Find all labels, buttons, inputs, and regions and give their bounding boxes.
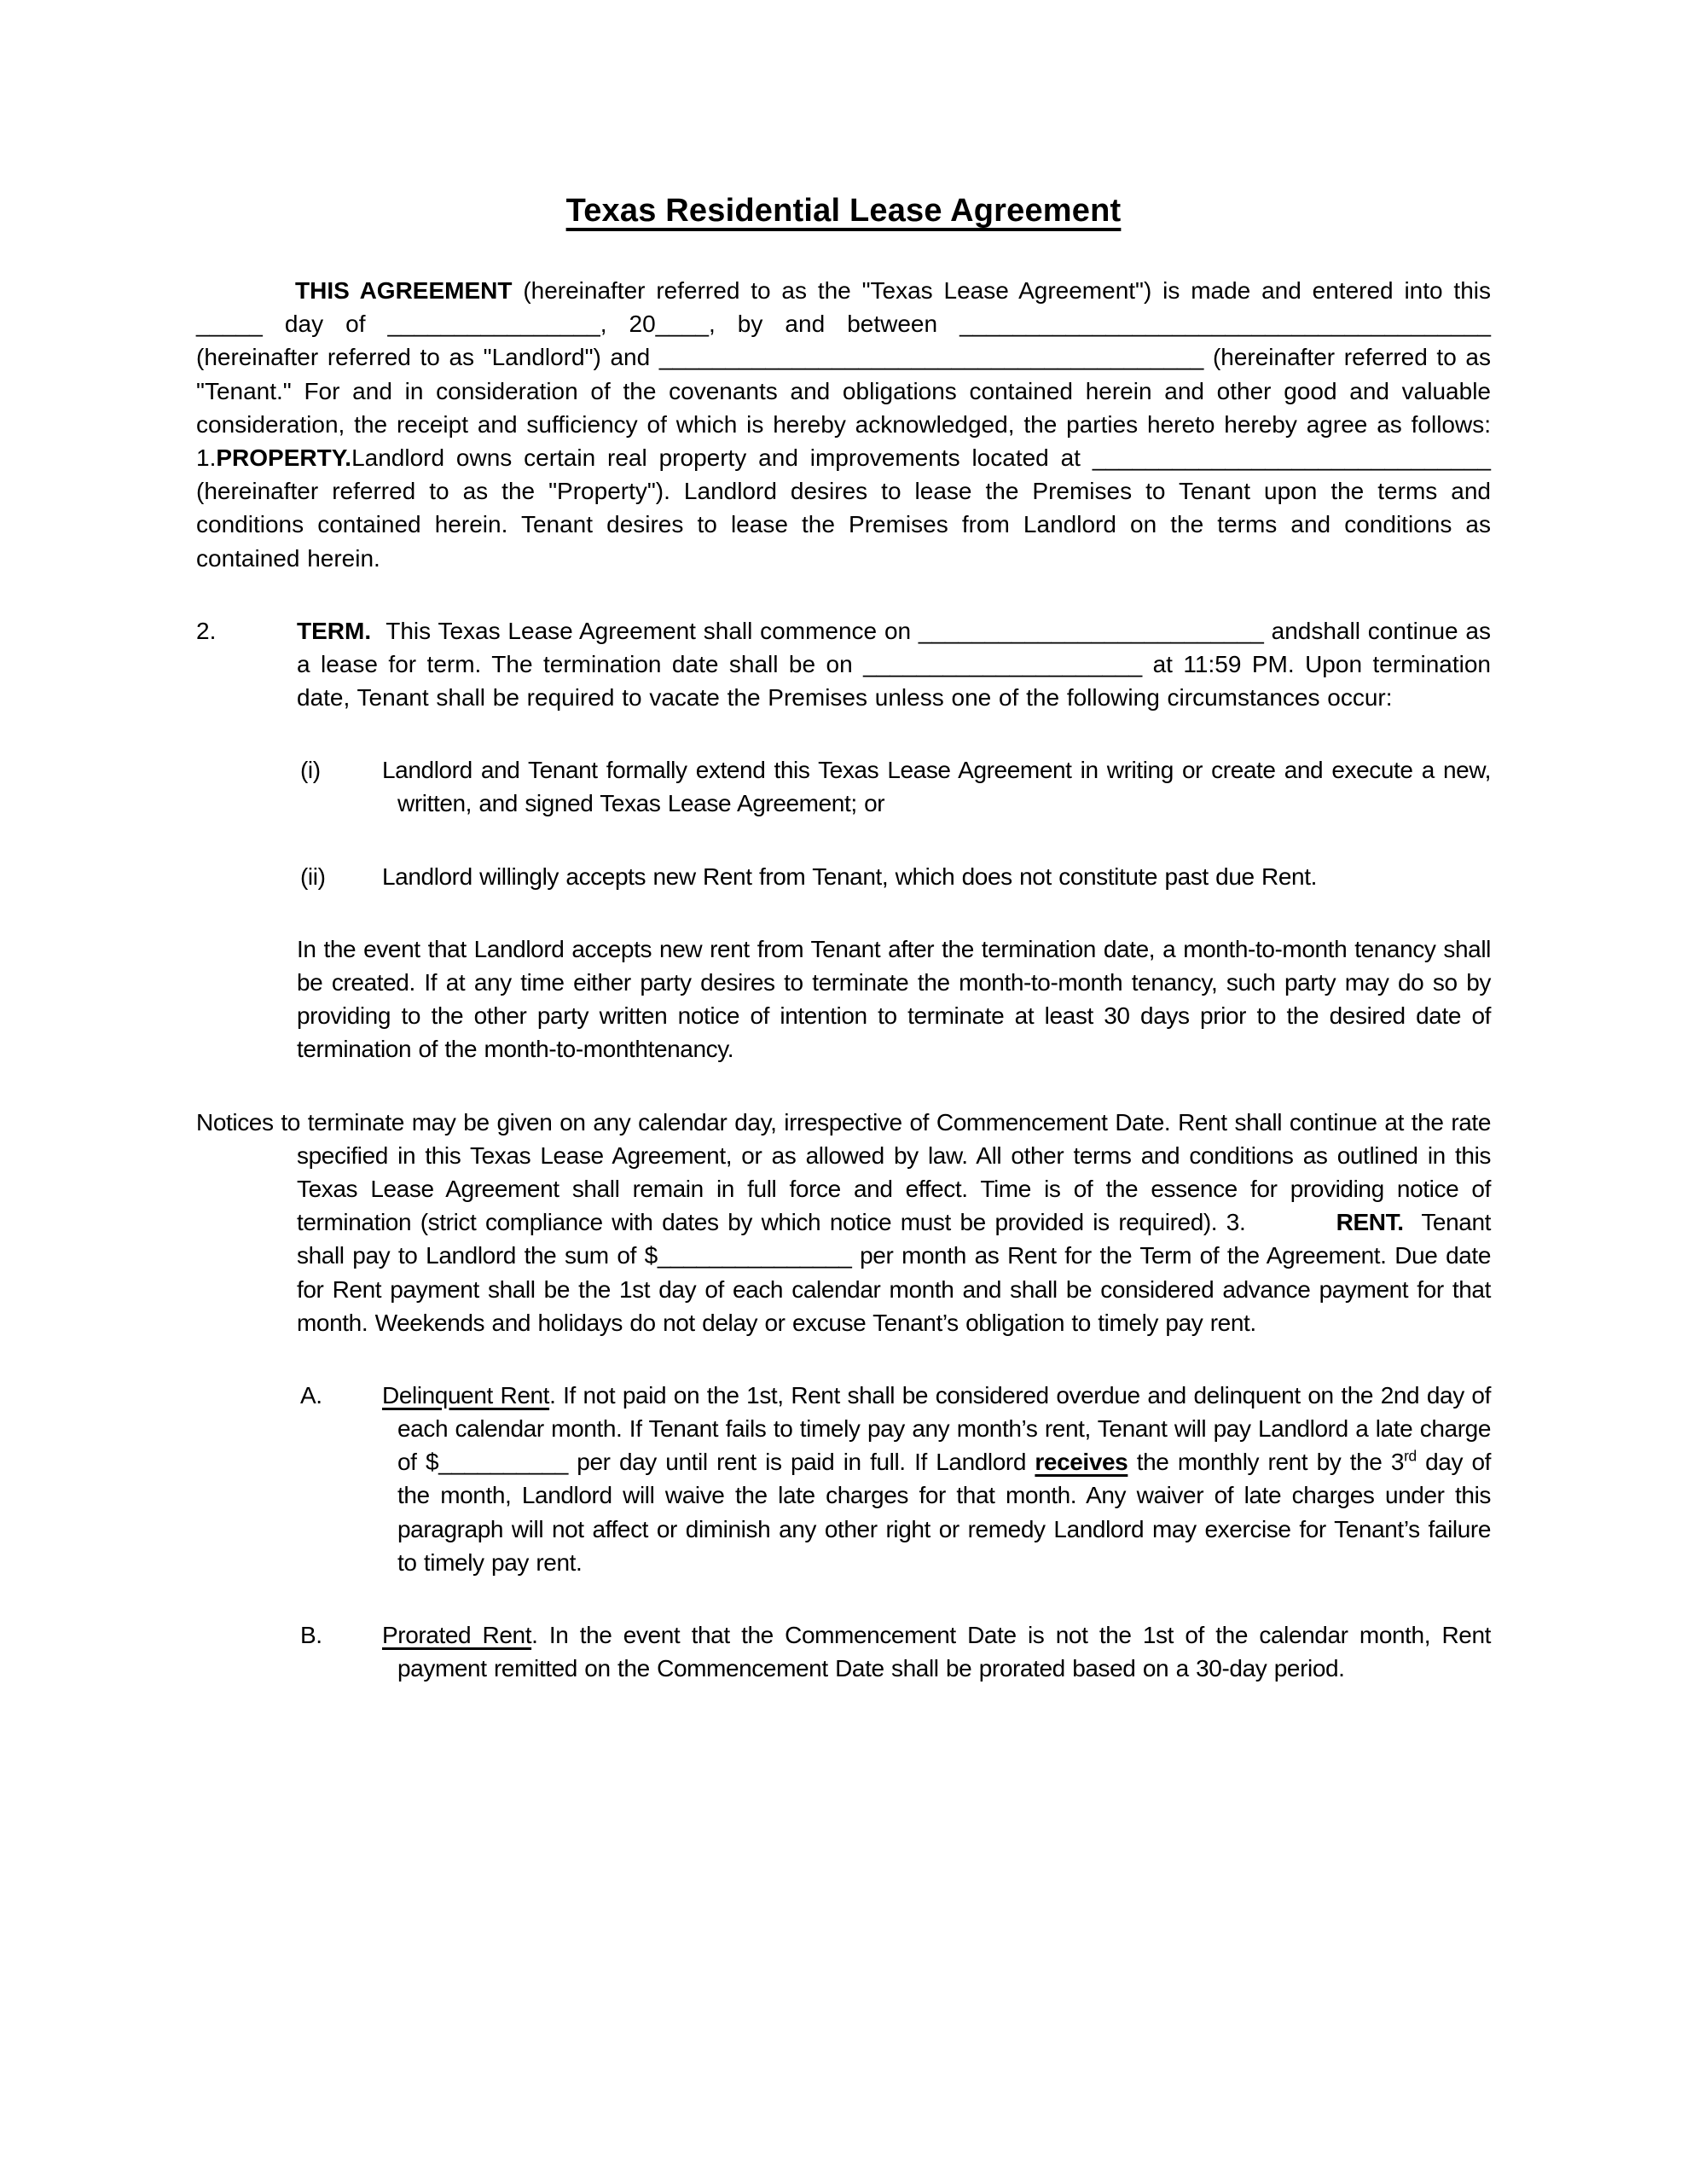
notices-text-3: per month as Rent for the Term of the Agreement. Due date for Rent payment shall be the 1st day of each calendar month and shall be considered advance payment for that month. Weekends and holidays do not delay or excuse Tenant’s obligation to timely pay rent.: [297, 1242, 1491, 1336]
prorated-rent-item: [196, 1618, 1491, 1685]
clause-ii-text: Landlord willingly accepts new Rent from Tenant, which does not constitute past due Rent.: [382, 863, 1317, 890]
delinquent-rent-marker: A.: [300, 1381, 322, 1409]
property-address-blank: ______________________________: [1092, 444, 1491, 471]
rent-section-label: RENT.: [1336, 1209, 1404, 1236]
intro-text-7: Landlord owns certain real property and improvements located at: [351, 444, 1093, 471]
tenant-name-blank: _________________________________________: [658, 344, 1204, 371]
document-page: [196, 0, 1491, 1685]
delinquent-text-4: day of the month, Landlord will waive the late charges for that month. Any waiver of late charges under this paragraph will not affect or diminish any other right or remedy Landlord may exercise for Tenant’s failure to timely pay rent.: [397, 1449, 1492, 1576]
intro-text-5: (hereinafter referred to as "Landlord") and: [196, 344, 659, 371]
holdover-paragraph: [196, 932, 1491, 1066]
month-blank: ________________: [387, 311, 600, 338]
intro-text-8: (hereinafter referred to as the "Property"). Landlord desires to lease the Premises to Tenant upon the terms and conditions contained herein. Tenant desires to lease the Premises from Landlord on the terms and conditions as contained herein.: [196, 478, 1491, 572]
intro-text-1: (hereinafter referred to as the "Texas Lease Agreement") is made and entered into this: [512, 277, 1492, 304]
commencement-date-blank: __________________________: [918, 617, 1264, 644]
term-text-2: andshall continue as a lease for term. The termination date shall be on: [297, 617, 1491, 677]
rent-amount-blank: _______________: [657, 1242, 852, 1269]
termination-date-blank: _____________________: [863, 650, 1143, 677]
intro-text-3: , 20: [600, 311, 656, 338]
delinquent-text-2: per day until rent is paid in full. If Landlord: [567, 1449, 1035, 1476]
notices-and-rent-paragraph: [196, 1106, 1491, 1339]
holdover-text: In the event that Landlord accepts new rent from Tenant after the termination date, a month-to-month tenancy shall be created. If at any time either party desires to terminate the month-to-month tenancy, such party may do so by providing to the other party written notice of intention to terminate at least 30 days prior to the desired date of termination of the month-to-monthtenancy.: [297, 935, 1491, 1063]
day-blank: _____: [196, 311, 263, 338]
delinquent-rent-item: [196, 1379, 1491, 1579]
term-section-number: 2.: [196, 617, 217, 644]
delinquent-text-3: the monthly rent by the 3: [1128, 1449, 1405, 1476]
extension-clause-i: [196, 753, 1491, 820]
term-section-label: TERM.: [297, 617, 372, 644]
document-title: [196, 193, 1491, 229]
term-section: [196, 614, 1491, 715]
receives-emphasis: receives: [1035, 1449, 1128, 1476]
notices-text-1: Notices to terminate may be given on any calendar day, irrespective of Commencement Date. Rent shall continue at the rate specified in this Texas Lease Agreement, or as allowed by law. All other terms and conditions as outlined in this Texas Lease Agreement shall remain in full force and effect. Time is of the essence for providing notice of termination (strict compliance with dates by which notice must be provided is required). 3.: [196, 1108, 1491, 1236]
intro-text-2: day of: [262, 311, 388, 338]
intro-paragraph: [196, 274, 1491, 575]
term-text-3: at 11:59 PM. Upon termination date, Tenant shall be required to vacate the Premises unless one of the following circumstances occur:: [297, 650, 1491, 712]
this-agreement-label: THIS AGREEMENT: [295, 277, 513, 304]
notices-text-2: Tenant shall pay to Landlord the sum of $: [297, 1209, 1492, 1269]
clause-i-marker: (i): [300, 757, 321, 784]
property-section-label: PROPERTY.: [216, 444, 352, 471]
intro-text-4: , by and between: [708, 311, 960, 338]
document-title-text: Texas Residential Lease Agreement: [565, 193, 1122, 229]
ordinal-suffix: rd: [1404, 1447, 1417, 1465]
year-blank: ____: [655, 311, 709, 338]
term-text-1: This Texas Lease Agreement shall commence on: [371, 617, 919, 644]
delinquent-text-1: . If not paid on the 1st, Rent shall be considered overdue and delinquent on the 2nd day of each calendar month. If Tenant fails to timely pay any month’s rent, Tenant will pay Landlord a late charge of $: [397, 1381, 1491, 1476]
intro-text-6: (hereinafter referred to as "Tenant." For and in consideration of the covenants and obligations contained herein and other good and valuable consideration, the receipt and sufficiency of which is hereby acknowledged, the parties hereto hereby agree as follows: 1.: [196, 344, 1491, 471]
prorated-text-1: . In the event that the Commencement Date is not the 1st of the calendar month, Rent payment remitted on the Commencement Date shall be prorated based on a 30-day period.: [397, 1622, 1491, 1682]
late-charge-blank: __________: [438, 1449, 568, 1476]
landlord-name-blank: ________________________________________: [959, 311, 1491, 338]
clause-i-text: Landlord and Tenant formally extend this Texas Lease Agreement in writing or create and execute a new, written, and signed Texas Lease Agreement; or: [382, 757, 1491, 817]
prorated-rent-marker: B.: [300, 1622, 322, 1648]
new-rent-clause-ii: [196, 860, 1491, 893]
prorated-rent-heading: Prorated Rent: [382, 1622, 532, 1648]
rent-section-gap: [1245, 1209, 1336, 1235]
clause-ii-marker: (ii): [300, 863, 326, 890]
delinquent-rent-heading: Delinquent Rent: [382, 1381, 550, 1409]
